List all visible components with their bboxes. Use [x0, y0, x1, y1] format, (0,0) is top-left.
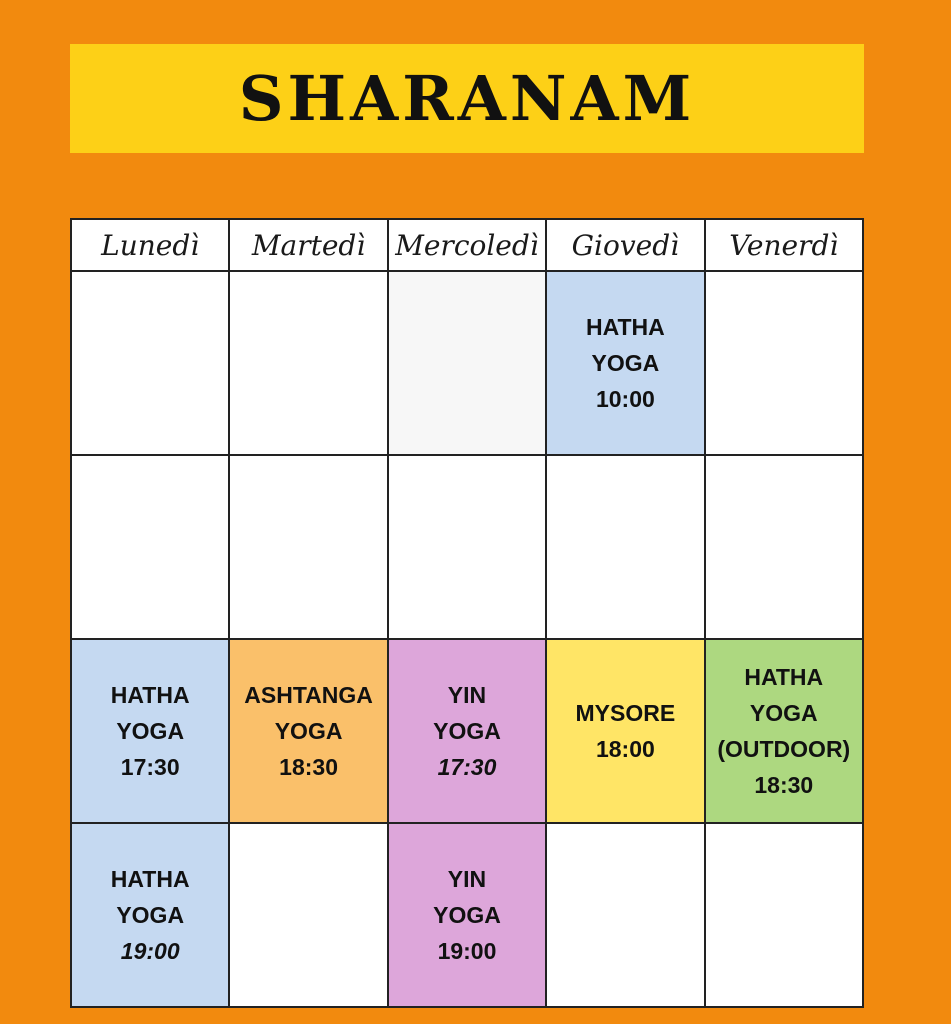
schedule-row-2 — [71, 455, 863, 639]
class-slot-thursday-morning — [546, 271, 704, 455]
empty-slot — [229, 455, 387, 639]
class-time: 18:30 — [279, 754, 338, 780]
class-time: 17:30 — [437, 754, 497, 780]
empty-slot — [71, 455, 229, 639]
empty-slot — [546, 823, 704, 1007]
day-header-friday: Venerdì — [705, 219, 863, 271]
title-banner — [70, 44, 864, 153]
class-name-line: YOGA — [433, 718, 501, 744]
class-slot-wednesday-evening — [388, 639, 546, 823]
empty-slot — [229, 271, 387, 455]
empty-slot — [705, 455, 863, 639]
class-time: 18:00 — [595, 736, 655, 762]
class-name-line: HATHA — [744, 664, 824, 690]
schedule-row-3 — [71, 639, 863, 823]
schedule-row-4 — [71, 823, 863, 1007]
class-name-line: YOGA — [116, 902, 185, 928]
class-slot-monday-late — [71, 823, 229, 1007]
class-name-line: HATHA — [110, 866, 190, 892]
day-header-thursday: Giovedì — [546, 219, 704, 271]
class-name-line: YOGA — [433, 902, 501, 928]
empty-slot — [71, 271, 229, 455]
class-name-line: MYSORE — [575, 700, 676, 726]
class-time: 18:30 — [754, 772, 814, 798]
class-location: (OUTDOOR) — [717, 736, 851, 762]
class-time: 19:00 — [437, 938, 497, 964]
class-name-line: YIN — [447, 682, 487, 708]
class-slot-wednesday-late — [388, 823, 546, 1007]
class-name-line: YOGA — [591, 350, 660, 376]
class-time: 19:00 — [120, 938, 180, 964]
class-name-line: YOGA — [274, 718, 343, 744]
empty-slot — [705, 823, 863, 1007]
day-header-row — [71, 219, 863, 271]
class-name-line: YIN — [447, 866, 487, 892]
empty-slot — [388, 271, 546, 455]
class-time: 17:30 — [120, 754, 180, 780]
page-title: SHARANAM — [238, 62, 696, 135]
class-slot-tuesday-evening — [229, 639, 387, 823]
class-name-line: HATHA — [110, 682, 190, 708]
empty-slot — [388, 455, 546, 639]
day-header-wednesday: Mercoledì — [388, 219, 546, 271]
class-name-line: ASHTANGA — [244, 682, 373, 708]
class-slot-friday-evening — [705, 639, 863, 823]
weekly-schedule-table — [70, 218, 864, 1008]
class-name-line: YOGA — [749, 700, 818, 726]
empty-slot — [229, 823, 387, 1007]
day-header-tuesday: Martedì — [229, 219, 387, 271]
day-header-monday: Lunedì — [71, 219, 229, 271]
class-name-line: YOGA — [116, 718, 185, 744]
schedule-row-1 — [71, 271, 863, 455]
class-slot-thursday-evening — [546, 639, 704, 823]
empty-slot — [705, 271, 863, 455]
class-name-line: HATHA — [585, 314, 665, 340]
class-time: 10:00 — [595, 386, 655, 412]
class-slot-monday-evening — [71, 639, 229, 823]
empty-slot — [546, 455, 704, 639]
